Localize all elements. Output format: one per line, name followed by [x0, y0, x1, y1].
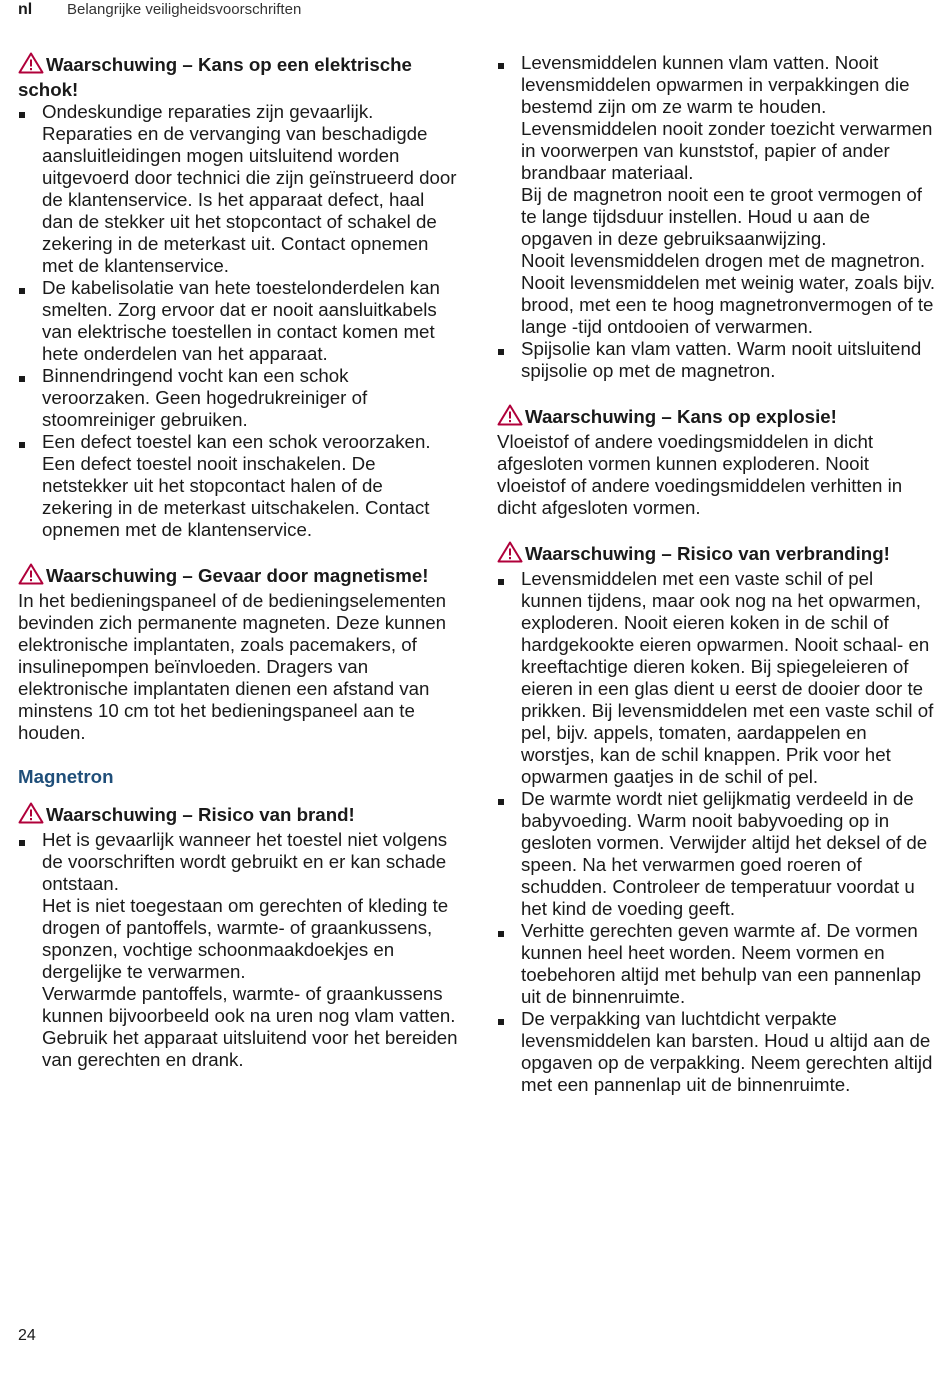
- list-item: Binnendringend vocht kan een schok veroorzaken. Geen hogedrukreiniger of stoomreiniger gebruiken.: [18, 365, 458, 431]
- warning-triangle-icon: [18, 563, 44, 590]
- item-paragraph: Bij de magnetron nooit een te groot vermogen of te lange tijdsduur instellen. Houd u aan de opgaven in deze gebruiksaanwijzing.: [521, 184, 922, 249]
- list-item: Ondeskundige reparaties zijn gevaarlijk. Reparaties en de vervanging van beschadigde aansluitleidingen mogen uitsluitend worden uitgevoerd door technici die zijn geïnstrueerd door de klantenservice. Is het apparaat defect, haal dan de stekker uit het stopcontact of schakel de zekering in de meterkast uit. Contact opnemen met de klantenservice.: [18, 101, 458, 277]
- warning-triangle-icon: [18, 52, 44, 79]
- item-paragraph: Levensmiddelen nooit zonder toezicht verwarmen in voorwerpen van kunststof, papier of ander brandbaar materiaal.: [521, 118, 933, 183]
- warning-fire-list: [18, 829, 458, 1071]
- warning-explosion-text: Vloeistof of andere voedingsmiddelen in dicht afgesloten vormen kunnen exploderen. Nooit vloeistof of andere voedingsmiddelen verhitten in dicht afgesloten vormen.: [497, 431, 903, 518]
- warning-triangle-icon: [497, 541, 523, 568]
- warning-burn-heading: [497, 541, 937, 568]
- item-paragraph: Levensmiddelen kunnen vlam vatten. Nooit levensmiddelen opwarmen in verpakkingen die bestemd zijn om ze warm te houden.: [521, 52, 910, 117]
- warning-burn-title: Waarschuwing – Risico van verbranding!: [525, 543, 890, 564]
- item-paragraph: Verwarmde pantoffels, warmte- of graankussens kunnen bijvoorbeeld ook na uren nog vlam vatten. Gebruik het apparaat uitsluitend voor het bereiden van gerechten en drank.: [42, 983, 458, 1070]
- list-item: Verhitte gerechten geven warmte af. De vormen kunnen heel heet worden. Neem vormen en toebehoren altijd met behulp van een pannenlap uit de binnenruimte.: [497, 920, 937, 1008]
- language-code: nl: [18, 1, 33, 18]
- warning-triangle-icon: [497, 404, 523, 431]
- warning-triangle-icon: [18, 802, 44, 829]
- page-header: [0, 0, 950, 22]
- page-number: 24: [18, 1327, 36, 1344]
- item-paragraph: Het is gevaarlijk wanneer het toestel niet volgens de voorschriften wordt gebruikt en er kan schade ontstaan.: [42, 829, 448, 894]
- list-item: De kabelisolatie van hete toestelonderdelen kan smelten. Zorg ervoor dat er nooit aansluitkabels van elektrische toestellen in contact komen met hete onderdelen van het apparaat.: [18, 277, 458, 365]
- item-paragraph: Nooit levensmiddelen drogen met de magnetron.: [521, 250, 926, 271]
- list-item: Levensmiddelen met een vaste schil of pel kunnen tijdens, maar ook nog na het opwarmen, exploderen. Nooit eieren koken in de schil of hardgekookte eieren opwarmen. Nooit schaal- en kreeftachtige dieren koken. Bij spiegeleieren of eieren in een glas dient u eerst de dooier door te prikken. Bij levensmiddelen met een vaste schil of pel, bijv. appels, tomaten, aardappelen en worstjes, kan de schil knappen. Prik voor het opwarmen gaatjes in de schil of pel.: [497, 568, 937, 788]
- warning-shock-list: [18, 101, 458, 541]
- warning-shock-title: Waarschuwing – Kans op een elektrische schok!: [18, 54, 412, 100]
- subheading-magnetron: Magnetron: [18, 766, 114, 787]
- list-item: [497, 52, 937, 338]
- warning-burn-list: [497, 568, 937, 1096]
- warning-shock-heading: [18, 52, 458, 101]
- left-column: [18, 52, 458, 1071]
- list-item: De verpakking van luchtdicht verpakte levensmiddelen kan barsten. Houd u altijd aan de opgaven op de verpakking. Neem gerechten altijd met een pannenlap uit de binnenruimte.: [497, 1008, 937, 1096]
- item-paragraph: Het is niet toegestaan om gerechten of kleding te drogen of pantoffels, warmte- of graankussens, sponzen, vochtige schoonmaakdoekjes en dergelijke te verwarmen.: [42, 895, 449, 982]
- section-title: Belangrijke veiligheidsvoorschriften: [67, 1, 302, 18]
- warning-magnet-text: In het bedieningspaneel of de bedieningselementen bevinden zich permanente magneten. Deze kunnen elektronische implantaten, zoals pacemakers, of insulinepompen beïnvloeden. Dragers van elektronische implantaten dienen een afstand van minstens 10 cm tot het bedieningspaneel aan te houden.: [18, 590, 447, 743]
- list-item: [18, 829, 458, 1071]
- warning-explosion-title: Waarschuwing – Kans op explosie!: [525, 406, 837, 427]
- list-item: De warmte wordt niet gelijkmatig verdeeld in de babyvoeding. Warm nooit babyvoeding op in gesloten vormen. Verwijder altijd het deksel of de speen. Na het verwarmen goed roeren of schudden. Controleer de temperatuur voordat u het kind de voeding geeft.: [497, 788, 937, 920]
- warning-fire-list-continued: [497, 52, 937, 382]
- warning-magnet-title: Waarschuwing – Gevaar door magnetisme!: [46, 565, 429, 586]
- right-column: [497, 52, 937, 1096]
- warning-fire-heading: [18, 802, 458, 829]
- list-item: Een defect toestel kan een schok veroorzaken. Een defect toestel nooit inschakelen. De netstekker uit het stopcontact halen of de zekering in de meterkast uitschakelen. Contact opnemen met de klantenservice.: [18, 431, 458, 541]
- warning-fire-title: Waarschuwing – Risico van brand!: [46, 804, 355, 825]
- warning-magnet-heading: [18, 563, 458, 590]
- item-paragraph: Nooit levensmiddelen met weinig water, zoals bijv. brood, met een te hoog magnetronvermogen of te lange -tijd ontdooien of verwarmen.: [521, 272, 936, 337]
- warning-explosion-heading: [497, 404, 937, 431]
- list-item: Spijsolie kan vlam vatten. Warm nooit uitsluitend spijsolie op met de magnetron.: [497, 338, 937, 382]
